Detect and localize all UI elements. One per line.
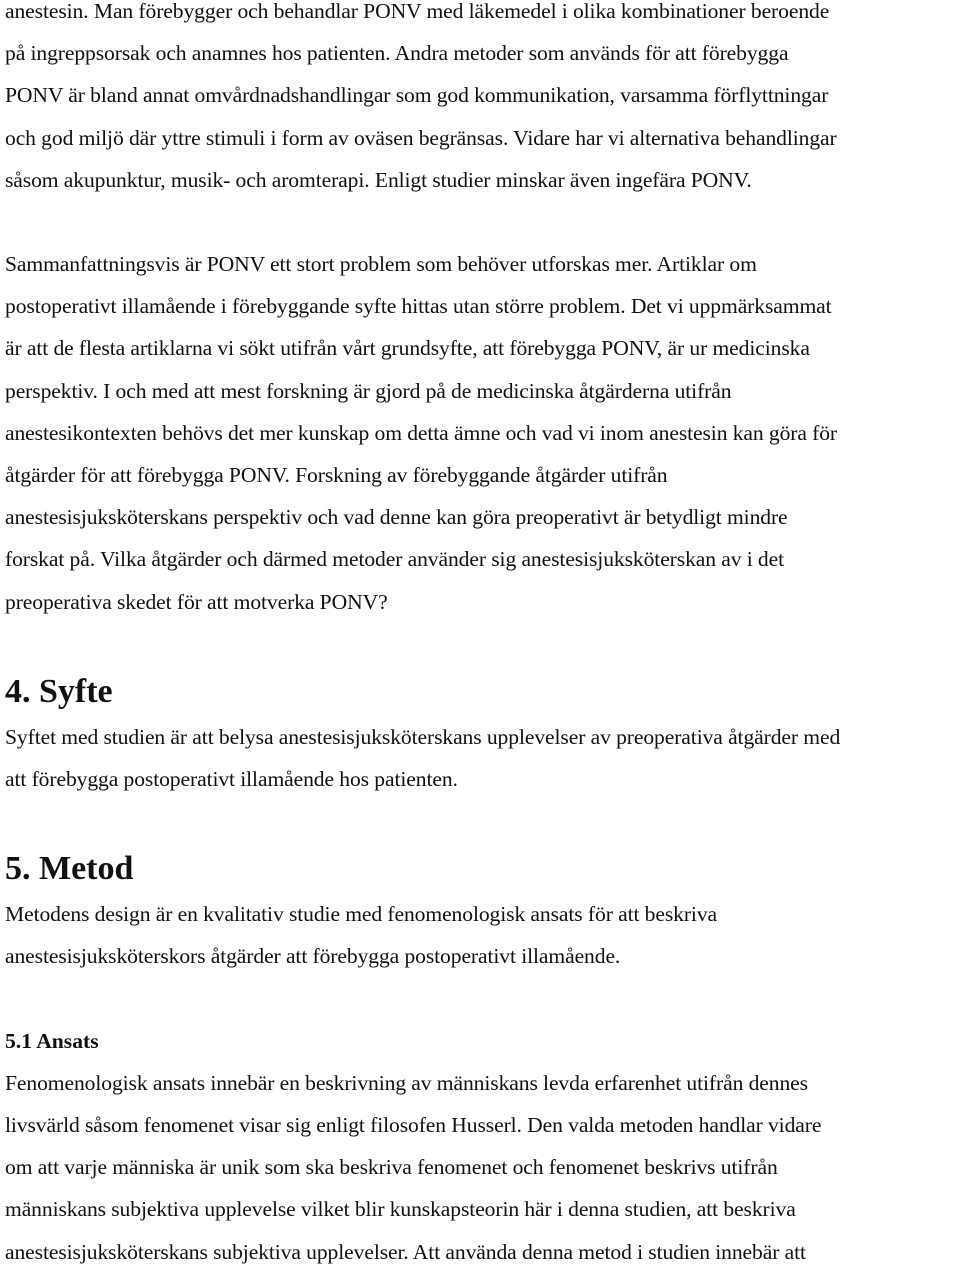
section-spacer <box>5 978 957 1020</box>
text-line: om att varje människa är unik som ska beskriva fenomenet och fenomenet beskrivs utifrån <box>5 1155 778 1180</box>
text-line: att förebygga postoperativt illamående hos patienten. <box>5 767 458 792</box>
text-line: anestesin. Man förebygger och behandlar PONV med läkemedel i olika kombinationer beroende <box>5 0 830 23</box>
document-page <box>5 0 957 1273</box>
text-line: anestesisjuksköterskans subjektiva upplevelser. Att använda denna metod i studien innebär att <box>5 1239 806 1264</box>
subsection-heading-ansats: 5.1 Ansats <box>5 1028 99 1053</box>
metod-paragraph <box>5 893 957 977</box>
ansats-paragraph <box>5 1062 957 1273</box>
summary-paragraph <box>5 243 957 623</box>
text-line: är att de flesta artiklarna vi sökt utifrån vårt grundsyfte, att förebygga PONV, är ur medicinska <box>5 336 810 361</box>
text-line: livsvärld såsom fenomenet visar sig enligt filosofen Husserl. Den valda metoden handlar vidare <box>5 1113 822 1138</box>
paragraph-spacer <box>5 201 957 243</box>
section-spacer <box>5 800 957 845</box>
text-line: postoperativt illamående i förebyggande syfte hittas utan större problem. Det vi uppmärksammat <box>5 294 832 319</box>
text-line: anestesisjuksköterskans perspektiv och vad denne kan göra preoperativt är betydligt mindre <box>5 505 788 530</box>
text-line: och god miljö där yttre stimuli i form av oväsen begränsas. Vidare har vi alternativa behandlingar <box>5 125 837 150</box>
text-line: anestesikontexten behövs det mer kunskap om detta ämne och vad vi inom anestesin kan göra för <box>5 420 838 445</box>
section-heading-syfte: 4. Syfte <box>5 672 113 710</box>
text-line: forskat på. Vilka åtgärder och därmed metoder använder sig anestesisjuksköterskan av i det <box>5 547 785 572</box>
text-line: PONV är bland annat omvårdnadshandlingar som god kommunikation, varsamma förflyttningar <box>5 83 829 108</box>
intro-paragraph <box>5 0 957 201</box>
text-line: perspektiv. I och med att mest forskning är gjord på de medicinska åtgärderna utifrån <box>5 378 732 403</box>
text-line: Syftet med studien är att belysa anestesisjuksköterskans upplevelser av preoperativa åtgärder med <box>5 724 841 749</box>
text-line: åtgärder för att förebygga PONV. Forskning av förebyggande åtgärder utifrån <box>5 463 668 488</box>
text-line: Metodens design är en kvalitativ studie med fenomenologisk ansats för att beskriva <box>5 902 718 927</box>
text-line: Sammanfattningsvis är PONV ett stort problem som behöver utforskas mer. Artiklar om <box>5 252 757 277</box>
text-line: Fenomenologisk ansats innebär en beskrivning av människans levda erfarenhet utifrån dennes <box>5 1070 808 1095</box>
text-line: anestesisjuksköterskors åtgärder att förebygga postoperativt illamående. <box>5 944 621 969</box>
text-line: på ingreppsorsak och anamnes hos patienten. Andra metoder som används för att förebygga <box>5 41 789 66</box>
syfte-paragraph <box>5 716 957 800</box>
section-spacer <box>5 623 957 668</box>
text-line: preoperativa skedet för att motverka PONV? <box>5 589 388 614</box>
text-line: människans subjektiva upplevelse vilket blir kunskapsteorin här i denna studien, att beskriva <box>5 1197 796 1222</box>
text-line: såsom akupunktur, musik- och aromterapi. Enligt studier minskar även ingefära PONV. <box>5 167 752 192</box>
section-heading-metod: 5. Metod <box>5 850 134 888</box>
